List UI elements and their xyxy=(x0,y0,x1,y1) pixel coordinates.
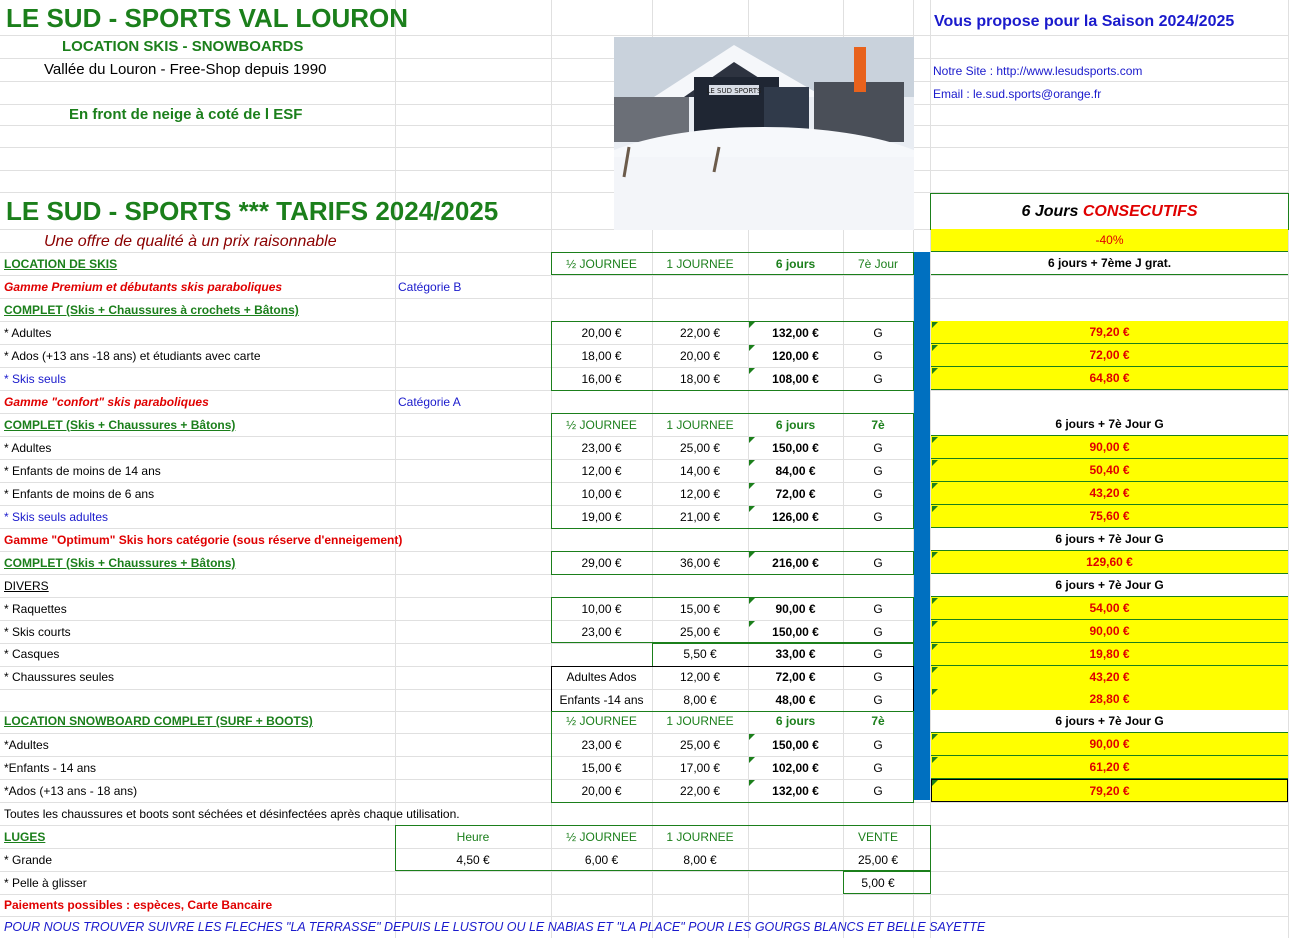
price-one-day: 20,00 € xyxy=(679,349,721,363)
col-six-days: 6 jours xyxy=(775,418,816,432)
promo-price: 75,60 € xyxy=(931,505,1288,528)
promo-price: 43,20 € xyxy=(931,666,1288,689)
drying-note: Toutes les chaussures et boots sont séchées et désinfectées après chaque utilisation. xyxy=(4,807,460,821)
seventh-free: G xyxy=(873,761,883,775)
comment-marker xyxy=(749,368,755,374)
price-six-days: 150,00 € xyxy=(772,441,819,455)
price-six-days: 72,00 € xyxy=(775,670,816,684)
price-six-days: 150,00 € xyxy=(772,625,819,639)
promo-header: 6 jours + 7è Jour G xyxy=(931,413,1288,436)
price-six-days: 84,00 € xyxy=(775,464,816,478)
price-one-day: 5,50 € xyxy=(683,647,717,661)
col-one-day: 1 JOURNEE xyxy=(666,257,734,271)
section-snowboard: LOCATION SNOWBOARD COMPLET (SURF + BOOTS) xyxy=(4,714,313,728)
col-seventh: 7è xyxy=(871,418,885,432)
price-half-day: 6,00 € xyxy=(584,853,619,867)
tagline: Une offre de qualité à un prix raisonnable xyxy=(44,233,337,250)
category-b: Catégorie B xyxy=(398,280,462,294)
seventh-free: G xyxy=(873,326,883,340)
row-label: * Adultes xyxy=(4,441,52,455)
promo-price: 90,00 € xyxy=(931,620,1288,643)
price-one-day: 12,00 € xyxy=(679,487,721,501)
price-half-day: 12,00 € xyxy=(581,464,622,478)
price-half-day: 20,00 € xyxy=(581,326,622,340)
promo-header: 6 jours + 7è Jour G xyxy=(931,574,1288,597)
seventh-free: G xyxy=(873,647,883,661)
separator-bar xyxy=(914,252,930,800)
col-one-day: 1 JOURNEE xyxy=(666,418,734,432)
price-half-day: 10,00 € xyxy=(581,602,622,616)
seventh-free: G xyxy=(873,625,883,639)
promo-title xyxy=(931,194,1288,230)
price-one-day: 25,00 € xyxy=(679,625,721,639)
comment-marker xyxy=(932,757,938,763)
comment-marker xyxy=(932,437,938,443)
comment-marker xyxy=(749,345,755,351)
price-half-day: 29,00 € xyxy=(581,556,622,570)
range-confort: Gamme "confort" skis paraboliques xyxy=(4,395,209,409)
promo-price: 61,20 € xyxy=(931,756,1288,779)
comment-marker xyxy=(932,667,938,673)
price-one-day: 21,00 € xyxy=(679,510,721,524)
col-seventh: 7è xyxy=(871,714,885,728)
col-half-day: ½ JOURNEE xyxy=(566,418,637,432)
promo-price: 90,00 € xyxy=(931,733,1288,756)
price-six-days: 90,00 € xyxy=(775,602,816,616)
complet-confort: COMPLET (Skis + Chaussures + Bâtons) xyxy=(4,418,236,432)
price-hour: 4,50 € xyxy=(456,853,490,867)
seventh-free: G xyxy=(873,693,883,707)
price-sale: 5,00 € xyxy=(861,876,895,890)
row-label: * Pelle à glisser xyxy=(4,876,87,890)
price-one-day: 12,00 € xyxy=(679,670,721,684)
comment-marker xyxy=(749,757,755,763)
price-six-days: 120,00 € xyxy=(772,349,819,363)
comment-marker xyxy=(932,322,938,328)
price-one-day: 17,00 € xyxy=(679,761,721,775)
price-six-days: 132,00 € xyxy=(772,784,819,798)
shop-photo xyxy=(614,37,914,230)
section-luges: LUGES xyxy=(4,830,46,844)
front-text: En front de neige à coté de l ESF xyxy=(69,106,303,123)
price-one-day: 14,00 € xyxy=(679,464,721,478)
comment-marker xyxy=(749,598,755,604)
promo-price: 19,80 € xyxy=(931,643,1288,666)
comment-marker xyxy=(932,460,938,466)
directions-note: POUR NOUS TROUVER SUIVRE LES FLECHES "LA TERRASSE" DEPUIS LE LUSTOU OU LE NABIAS ET "LA PLACE" POUR LES GOURGS BLANCS ET BELLE SAYETTE xyxy=(4,920,986,934)
col-half-day: ½ JOURNEE xyxy=(566,714,637,728)
row-label: * Chaussures seules xyxy=(4,670,115,684)
complet-optimum: COMPLET (Skis + Chaussures + Bâtons) xyxy=(4,556,236,570)
price-six-days: 108,00 € xyxy=(772,372,819,386)
complet-premium: COMPLET (Skis + Chaussures à crochets + Bâtons) xyxy=(4,303,299,317)
valley-text: Vallée du Louron - Free-Shop depuis 1990 xyxy=(44,61,327,78)
shop-sign: LE SUD SPORTS xyxy=(706,87,762,95)
promo-price: 43,20 € xyxy=(931,482,1288,505)
shop-subtitle: LOCATION SKIS - SNOWBOARDS xyxy=(62,38,304,55)
email-link[interactable]: Email : le.sud.sports@orange.fr xyxy=(933,87,1102,101)
promo-price: 50,40 € xyxy=(931,459,1288,482)
promo-title-b: CONSECUTIFS xyxy=(1082,203,1198,220)
row-label: * Ados (+13 ans -18 ans) et étudiants avec carte xyxy=(4,349,261,363)
price-six-days: 48,00 € xyxy=(775,693,816,707)
promo-price: 28,80 € xyxy=(931,688,1288,711)
seventh-free: G xyxy=(873,670,883,684)
seventh-free: G xyxy=(873,464,883,478)
category-a: Catégorie A xyxy=(398,395,461,409)
row-label: * Raquettes xyxy=(4,602,67,616)
row-label: * Grande xyxy=(4,853,53,867)
price-one-day: 8,00 € xyxy=(683,853,717,867)
comment-marker xyxy=(932,621,938,627)
comment-marker xyxy=(932,345,938,351)
promo-price: 54,00 € xyxy=(931,597,1288,620)
price-six-days: 72,00 € xyxy=(775,487,816,501)
seventh-free: G xyxy=(873,441,883,455)
comment-marker xyxy=(932,734,938,740)
price-six-days: 132,00 € xyxy=(772,326,819,340)
comment-marker xyxy=(932,780,938,786)
promo-price: 79,20 € xyxy=(931,321,1288,344)
price-half-day: 16,00 € xyxy=(581,372,622,386)
price-six-days: 126,00 € xyxy=(772,510,819,524)
comment-marker xyxy=(749,322,755,328)
price-one-day: 25,00 € xyxy=(679,738,721,752)
comment-marker xyxy=(749,483,755,489)
promo-title-box xyxy=(930,193,1289,230)
promo-header: 6 jours + 7è Jour G xyxy=(931,528,1288,551)
col-sale: VENTE xyxy=(857,830,898,844)
price-half-day: 15,00 € xyxy=(581,761,622,775)
row-label: * Casques xyxy=(4,647,60,661)
sub-label: Enfants -14 ans xyxy=(559,693,644,707)
gridline xyxy=(395,0,396,938)
comment-marker xyxy=(749,506,755,512)
col-one-day: 1 JOURNEE xyxy=(666,714,734,728)
row-label: * Enfants de moins de 14 ans xyxy=(4,464,161,478)
season-text: Vous propose pour la Saison 2024/2025 xyxy=(934,13,1235,30)
row-label: *Ados (+13 ans - 18 ans) xyxy=(4,784,138,798)
price-six-days: 102,00 € xyxy=(772,761,819,775)
price-half-day: 23,00 € xyxy=(581,738,622,752)
seventh-free: G xyxy=(873,556,883,570)
promo-price: 72,00 € xyxy=(931,344,1288,367)
row-label: *Adultes xyxy=(4,738,49,752)
row-label: * Skis seuls adultes xyxy=(4,510,109,524)
row-label: * Adultes xyxy=(4,326,52,340)
price-half-day: 23,00 € xyxy=(581,441,622,455)
price-one-day: 18,00 € xyxy=(679,372,721,386)
col-one-day: 1 JOURNEE xyxy=(666,830,734,844)
comment-marker xyxy=(749,734,755,740)
row-label: * Skis courts xyxy=(4,625,71,639)
col-half-day: ½ JOURNEE xyxy=(566,830,637,844)
promo-discount: -40% xyxy=(931,229,1288,252)
comment-marker xyxy=(749,552,755,558)
comment-marker xyxy=(932,368,938,374)
price-half-day: 10,00 € xyxy=(581,487,622,501)
promo-price: 129,60 € xyxy=(931,551,1288,574)
price-half-day: 20,00 € xyxy=(581,784,622,798)
comment-marker xyxy=(932,598,938,604)
col-six-days: 6 jours xyxy=(775,714,816,728)
price-one-day: 22,00 € xyxy=(679,784,721,798)
price-six-days: 150,00 € xyxy=(772,738,819,752)
price-six-days: 33,00 € xyxy=(775,647,816,661)
promo-price: 90,00 € xyxy=(931,436,1288,459)
row-label: * Enfants de moins de 6 ans xyxy=(4,487,155,501)
price-half-day: 19,00 € xyxy=(581,510,622,524)
tarifs-title: LE SUD - SPORTS *** TARIFS 2024/2025 xyxy=(6,196,499,226)
price-one-day: 22,00 € xyxy=(679,326,721,340)
col-hour: Heure xyxy=(456,830,490,844)
price-six-days: 216,00 € xyxy=(772,556,819,570)
comment-marker xyxy=(932,483,938,489)
price-half-day: 18,00 € xyxy=(581,349,622,363)
section-divers: DIVERS xyxy=(4,579,49,593)
comment-marker xyxy=(749,460,755,466)
promo-title-a: 6 Jours xyxy=(1021,203,1083,220)
seventh-free: G xyxy=(873,372,883,386)
col-six-days: 6 jours xyxy=(775,257,816,271)
shop-title: LE SUD - SPORTS VAL LOURON xyxy=(6,3,409,33)
range-premium: Gamme Premium et débutants skis paraboliques xyxy=(4,280,283,294)
price-one-day: 25,00 € xyxy=(679,441,721,455)
seventh-free: G xyxy=(873,738,883,752)
seventh-free: G xyxy=(873,349,883,363)
seventh-free: G xyxy=(873,510,883,524)
section-location-skis: LOCATION DE SKIS xyxy=(4,257,118,271)
promo-price: 79,20 € xyxy=(931,779,1288,802)
price-sale: 25,00 € xyxy=(857,853,899,867)
comment-marker xyxy=(749,621,755,627)
seventh-free: G xyxy=(873,602,883,616)
payment-note: Paiements possibles : espèces, Carte Bancaire xyxy=(4,898,273,912)
col-seventh: 7è Jour xyxy=(857,257,899,271)
seventh-free: G xyxy=(873,487,883,501)
comment-marker xyxy=(932,644,938,650)
comment-marker xyxy=(749,437,755,443)
comment-marker xyxy=(932,689,938,695)
comment-marker xyxy=(932,506,938,512)
comment-marker xyxy=(749,780,755,786)
col-half-day: ½ JOURNEE xyxy=(566,257,637,271)
row-label: *Enfants - 14 ans xyxy=(4,761,97,775)
promo-header: 6 jours + 7ème J grat. xyxy=(931,252,1288,275)
price-one-day: 36,00 € xyxy=(679,556,721,570)
range-optimum: Gamme "Optimum" Skis hors catégorie (sous réserve d'enneigement) xyxy=(4,533,403,547)
price-one-day: 8,00 € xyxy=(683,693,717,707)
promo-price: 64,80 € xyxy=(931,367,1288,390)
sub-label: Adultes Ados xyxy=(566,670,637,684)
row-label: * Skis seuls xyxy=(4,372,67,386)
seventh-free: G xyxy=(873,784,883,798)
comment-marker xyxy=(932,552,938,558)
price-one-day: 15,00 € xyxy=(679,602,721,616)
promo-header: 6 jours + 7è Jour G xyxy=(931,710,1288,733)
website-link[interactable]: Notre Site : http://www.lesudsports.com xyxy=(933,64,1143,78)
price-half-day: 23,00 € xyxy=(581,625,622,639)
